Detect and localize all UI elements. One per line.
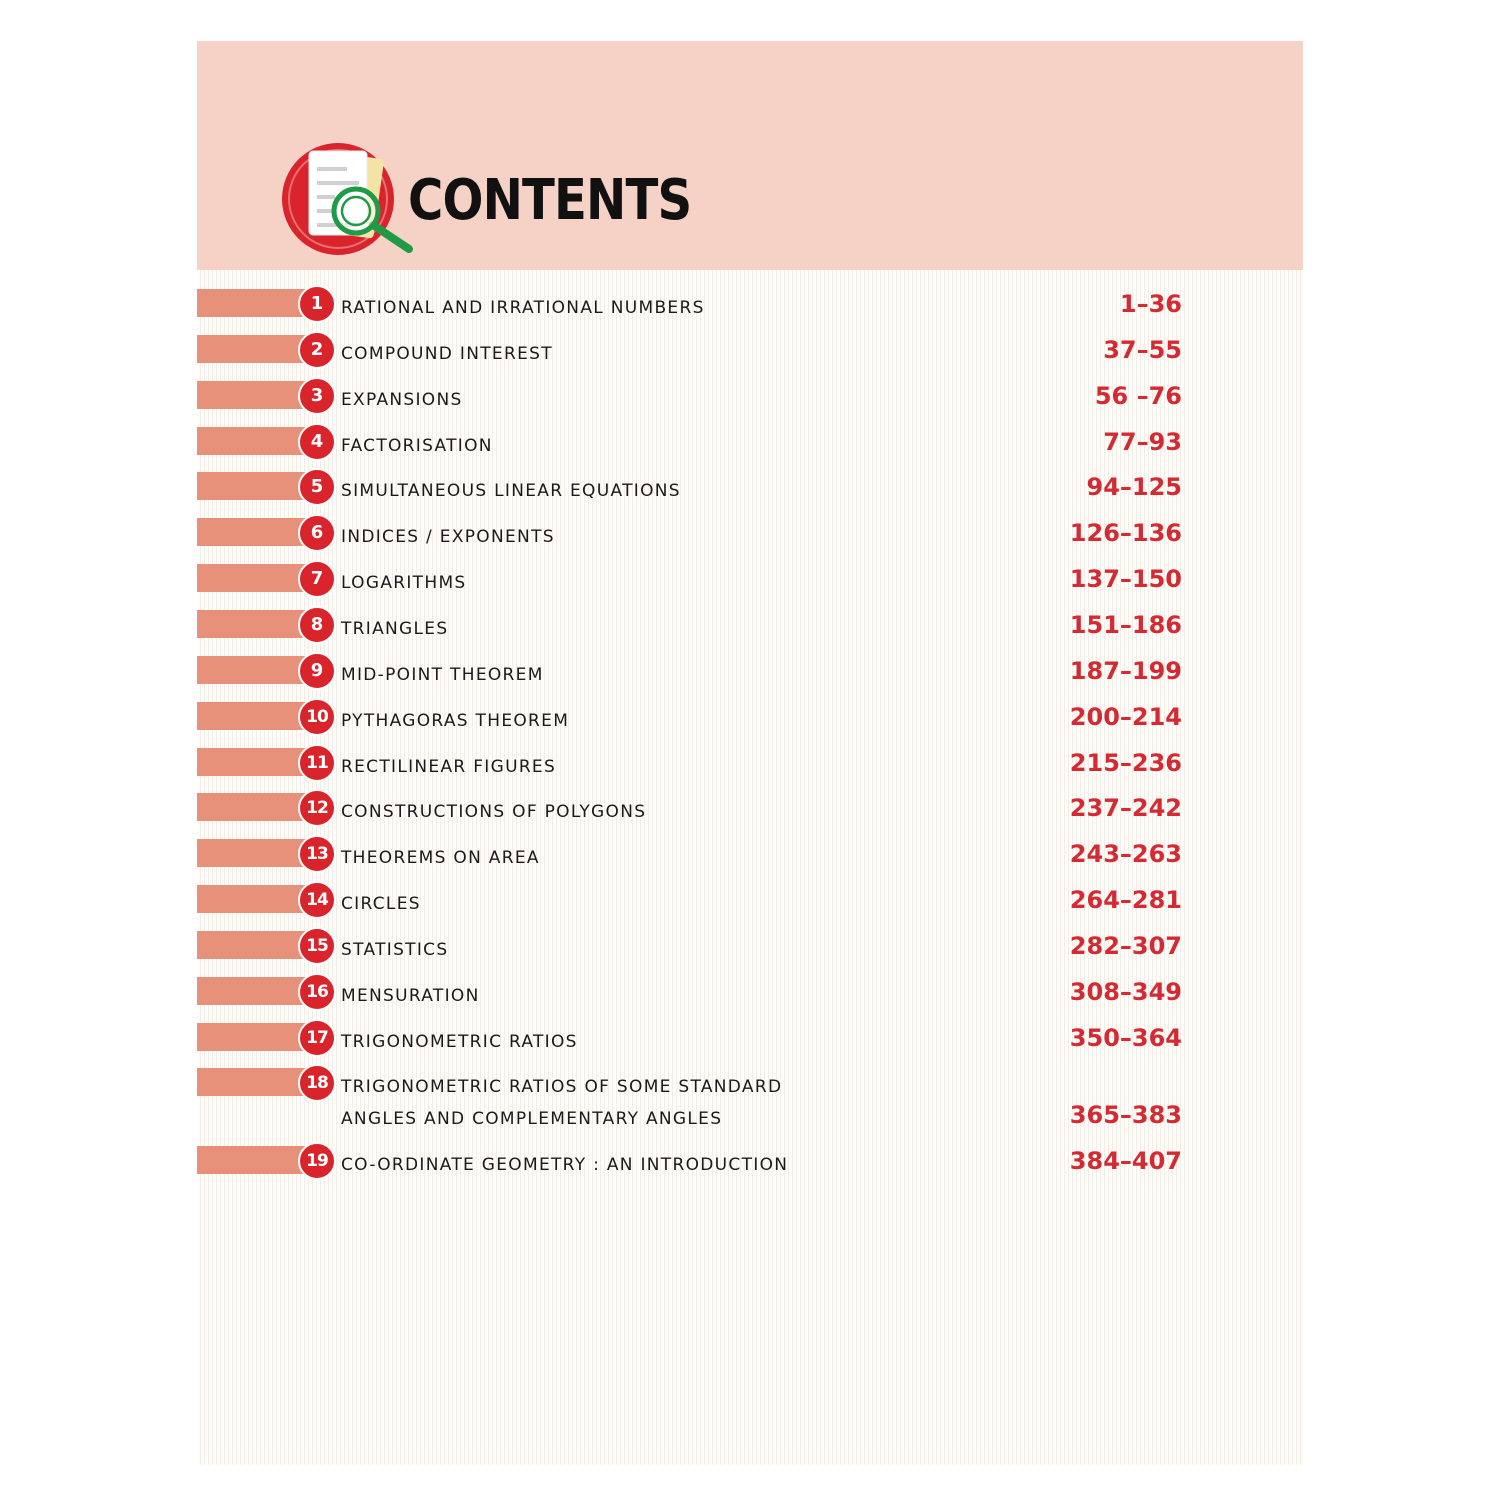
entry-bar — [197, 381, 309, 409]
chapter-title-line: LOGARITHMS — [341, 573, 467, 594]
toc-entry — [197, 1141, 1303, 1187]
chapter-page-range: 384–407 — [1069, 1147, 1182, 1176]
entry-bar — [197, 839, 309, 867]
chapter-title — [341, 338, 553, 370]
toc-list — [197, 41, 1303, 1465]
chapter-title-line: RATIONAL AND IRRATIONAL NUMBERS — [341, 298, 705, 318]
entry-bar — [197, 702, 309, 730]
chapter-number-badge: 17 — [298, 1019, 336, 1057]
chapter-number-badge: 8 — [298, 606, 336, 644]
chapter-number-badge: 12 — [298, 789, 336, 827]
chapter-number-badge: 3 — [298, 377, 336, 415]
chapter-number-badge: 11 — [298, 744, 336, 782]
chapter-page-range: 151–186 — [1069, 610, 1182, 639]
chapter-number-badge: 5 — [298, 468, 336, 506]
chapter-title-line: CO-ORDINATE GEOMETRY : AN INTRODUCTION — [341, 1155, 789, 1176]
chapter-number-badge: 16 — [298, 973, 336, 1011]
entry-bar — [197, 427, 309, 455]
chapter-page-range: 282–307 — [1069, 931, 1182, 960]
page-title: CONTENTS — [408, 168, 692, 233]
chapter-title — [341, 1149, 788, 1181]
chapter-number-badge: 15 — [298, 927, 336, 965]
chapter-title — [341, 430, 493, 462]
entry-bar — [197, 564, 309, 592]
toc-entry — [197, 513, 1303, 559]
chapter-title-line: PYTHAGORAS THEOREM — [341, 710, 570, 731]
chapter-title — [341, 475, 681, 507]
toc-entry — [197, 788, 1303, 834]
chapter-title-line: TRIANGLES — [341, 618, 449, 639]
entry-bar — [197, 1023, 309, 1051]
chapter-page-range: 126–136 — [1069, 519, 1182, 548]
entry-bar — [197, 1068, 309, 1096]
toc-entry — [197, 467, 1303, 513]
chapter-number-badge: 19 — [298, 1142, 336, 1180]
chapter-number-badge: 13 — [298, 835, 336, 873]
chapter-number-badge: 2 — [298, 331, 336, 369]
toc-entry — [197, 651, 1303, 697]
chapter-number-badge: 18 — [298, 1064, 336, 1102]
chapter-title — [341, 1026, 578, 1058]
chapter-title-line: MENSURATION — [341, 985, 480, 1006]
chapter-title-line: TRIGONOMETRIC RATIOS — [341, 1031, 578, 1052]
toc-entry — [197, 605, 1303, 651]
chapter-title — [341, 384, 463, 416]
chapter-title-line: FACTORISATION — [341, 435, 493, 456]
chapter-number-badge: 7 — [298, 560, 336, 598]
chapter-title-line: MID-POINT THEOREM — [341, 664, 544, 685]
chapter-number-badge: 9 — [298, 652, 336, 690]
chapter-page-range: 237–242 — [1069, 794, 1182, 823]
chapter-title — [341, 613, 448, 645]
chapter-title-line: SIMULTANEOUS LINEAR EQUATIONS — [341, 481, 681, 502]
chapter-title — [341, 1071, 782, 1135]
chapter-page-range: 37–55 — [1103, 335, 1182, 364]
entry-bar — [197, 518, 309, 546]
chapter-number-badge: 6 — [298, 514, 336, 552]
toc-entry — [197, 422, 1303, 468]
chapter-title — [341, 888, 421, 920]
chapter-page-range: 264–281 — [1069, 886, 1182, 915]
chapter-title — [341, 842, 540, 874]
entry-bar — [197, 977, 309, 1005]
chapter-number-badge: 14 — [298, 881, 336, 919]
toc-entry — [197, 926, 1303, 972]
toc-entry — [197, 376, 1303, 422]
chapter-page-range: 350–364 — [1069, 1023, 1182, 1052]
chapter-title-line: COMPOUND INTEREST — [341, 343, 553, 364]
chapter-title-line: STATISTICS — [341, 939, 449, 960]
toc-entry — [197, 284, 1303, 330]
entry-bar — [197, 472, 309, 500]
chapter-title-line: INDICES / EXPONENTS — [341, 527, 555, 548]
chapter-title-line: CIRCLES — [341, 894, 421, 915]
chapter-page-range: 94–125 — [1086, 473, 1182, 502]
toc-entry — [197, 743, 1303, 789]
entry-bar — [197, 793, 309, 821]
chapter-title-line: ANGLES AND COMPLEMENTARY ANGLES — [341, 1109, 723, 1130]
toc-entry — [197, 697, 1303, 743]
chapter-title — [341, 567, 467, 599]
chapter-page-range: 365–383 — [1069, 1101, 1182, 1130]
chapter-number-badge: 4 — [298, 423, 336, 461]
toc-entry — [197, 1018, 1303, 1064]
toc-entry — [197, 972, 1303, 1018]
contents-page — [197, 41, 1303, 1465]
chapter-title — [341, 659, 544, 691]
entry-bar — [197, 656, 309, 684]
chapter-title — [341, 980, 480, 1012]
toc-entry — [197, 330, 1303, 376]
chapter-title-line: THEOREMS ON AREA — [341, 848, 540, 869]
chapter-title — [341, 705, 569, 737]
toc-entry — [197, 1063, 1303, 1130]
chapter-title — [341, 292, 705, 324]
chapter-page-range: 200–214 — [1069, 702, 1182, 731]
entry-bar — [197, 748, 309, 776]
chapter-page-range: 308–349 — [1069, 977, 1182, 1006]
chapter-page-range: 56 –76 — [1094, 381, 1182, 410]
chapter-title — [341, 934, 448, 966]
chapter-number-badge: 1 — [298, 285, 336, 323]
entry-bar — [197, 289, 309, 317]
entry-bar — [197, 335, 309, 363]
chapter-title — [341, 751, 556, 783]
entry-bar — [197, 1146, 309, 1174]
entry-bar — [197, 931, 309, 959]
chapter-title-line: TRIGONOMETRIC RATIOS OF SOME STANDARD — [341, 1077, 783, 1098]
entry-bar — [197, 610, 309, 638]
entry-bar — [197, 885, 309, 913]
chapter-page-range: 137–150 — [1069, 565, 1182, 594]
toc-entry — [197, 559, 1303, 605]
chapter-page-range: 243–263 — [1069, 840, 1182, 869]
chapter-title-line: CONSTRUCTIONS OF POLYGONS — [341, 802, 647, 823]
chapter-page-range: 215–236 — [1069, 748, 1182, 777]
chapter-page-range: 1–36 — [1119, 290, 1182, 318]
chapter-title-line: EXPANSIONS — [341, 389, 463, 410]
toc-entry — [197, 834, 1303, 880]
chapter-page-range: 187–199 — [1069, 656, 1182, 685]
toc-entry — [197, 880, 1303, 926]
chapter-title — [341, 796, 646, 828]
chapter-page-range: 77–93 — [1103, 427, 1182, 456]
chapter-title-line: RECTILINEAR FIGURES — [341, 756, 557, 777]
chapter-number-badge: 10 — [298, 698, 336, 736]
chapter-title — [341, 521, 555, 553]
